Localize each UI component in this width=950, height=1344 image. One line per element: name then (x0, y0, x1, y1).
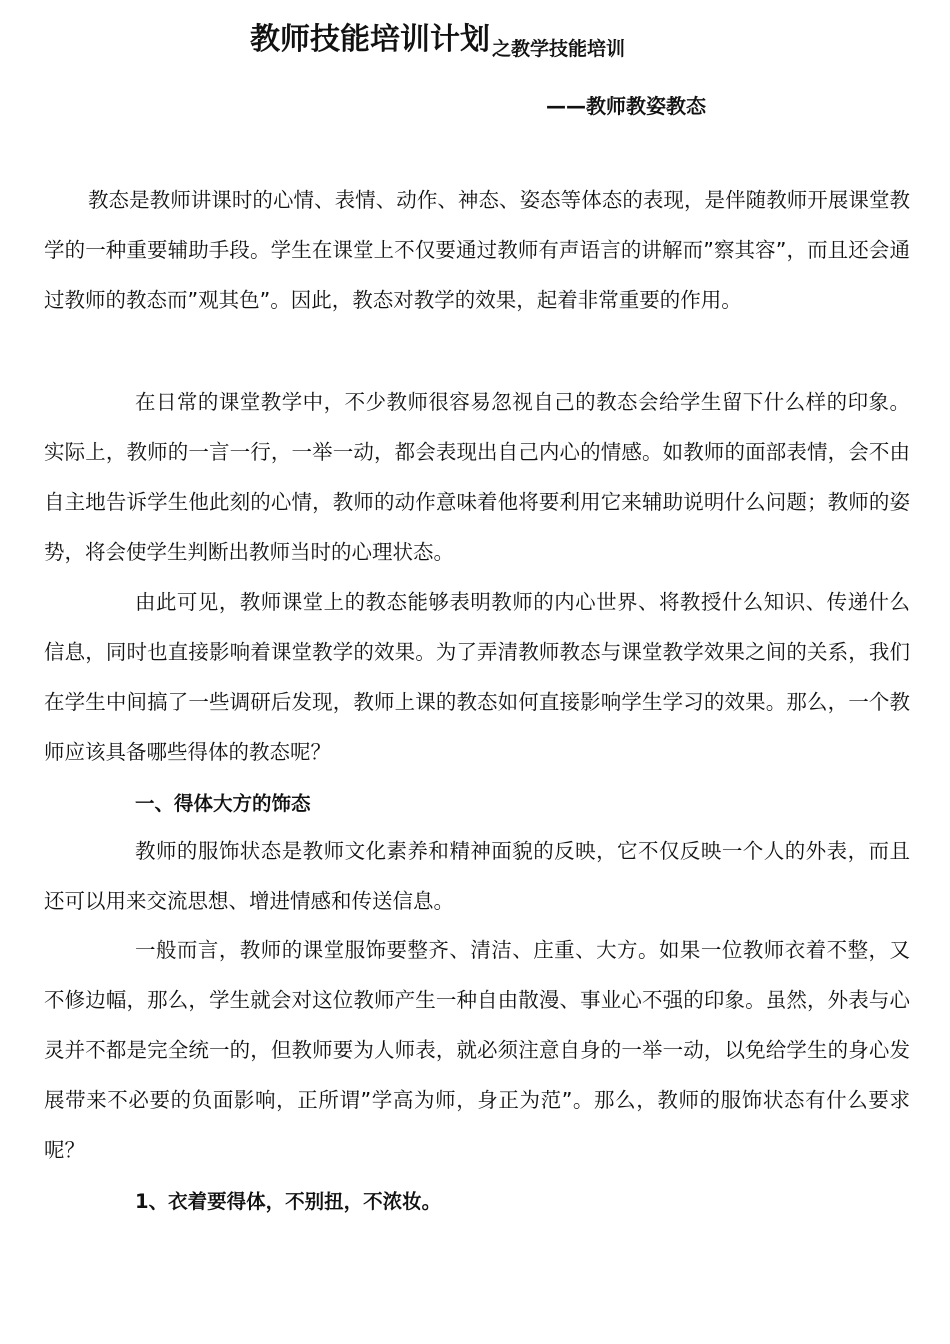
subsection-heading: 1、衣着要得体，不别扭，不浓妆。 (135, 1190, 442, 1213)
body-paragraph: 教师的服饰状态是教师文化素养和精神面貌的反映，它不仅反映一个人的外表，而且还可以用来交流思想、增进情感和传送信息。 (44, 839, 910, 913)
body-paragraph: 在日常的课堂教学中，不少教师很容易忽视自己的教态会给学生留下什么样的印象。实际上，教师的一言一行，一举一动，都会表现出自己内心的情感。如教师的面部表情，会不由自主地告诉学生他此刻的心情，教师的动作意味着他将要利用它来辅助说明什么问题；教师的姿势，将会使学生判断出教师当时的心理状态。 (44, 390, 910, 564)
document-title (250, 14, 625, 58)
intro-paragraph: 教态是教师讲课时的心情、表情、动作、神态、姿态等体态的表现，是伴随教师开展课堂教学的一种重要辅助手段。学生在课堂上不仅要通过教师有声语言的讲解而”察其容”，而且还会通过教师的教态而”观其色”。因此，教态对教学的效果，起着非常重要的作用。 (44, 188, 910, 312)
section-heading: 一、得体大方的饰态 (135, 792, 311, 815)
body-paragraph: 由此可见，教师课堂上的教态能够表明教师的内心世界、将教授什么知识、传递什么信息，同时也直接影响着课堂教学的效果。为了弄清教师教态与课堂教学效果之间的关系，我们在学生中间搞了一些调研后发现，教师上课的教态如何直接影响学生学习的效果。那么，一个教师应该具备哪些得体的教态呢？ (44, 590, 910, 764)
document-subtitle: ——教师教姿教态 (546, 94, 706, 118)
title-suffix: 之教学技能培训 (492, 38, 626, 60)
body-paragraph: 一般而言，教师的课堂服饰要整齐、清洁、庄重、大方。如果一位教师衣着不整，又不修边幅，那么，学生就会对这位教师产生一种自由散漫、事业心不强的印象。虽然，外表与心灵并不都是完全统一的，但教师要为人师表，就必须注意自身的一举一动，以免给学生的身心发展带来不必要的负面影响，正所谓”学高为师，身正为范”。那么，教师的服饰状态有什么要求呢？ (44, 938, 910, 1162)
title-main: 教师技能培训计划 (250, 22, 490, 57)
